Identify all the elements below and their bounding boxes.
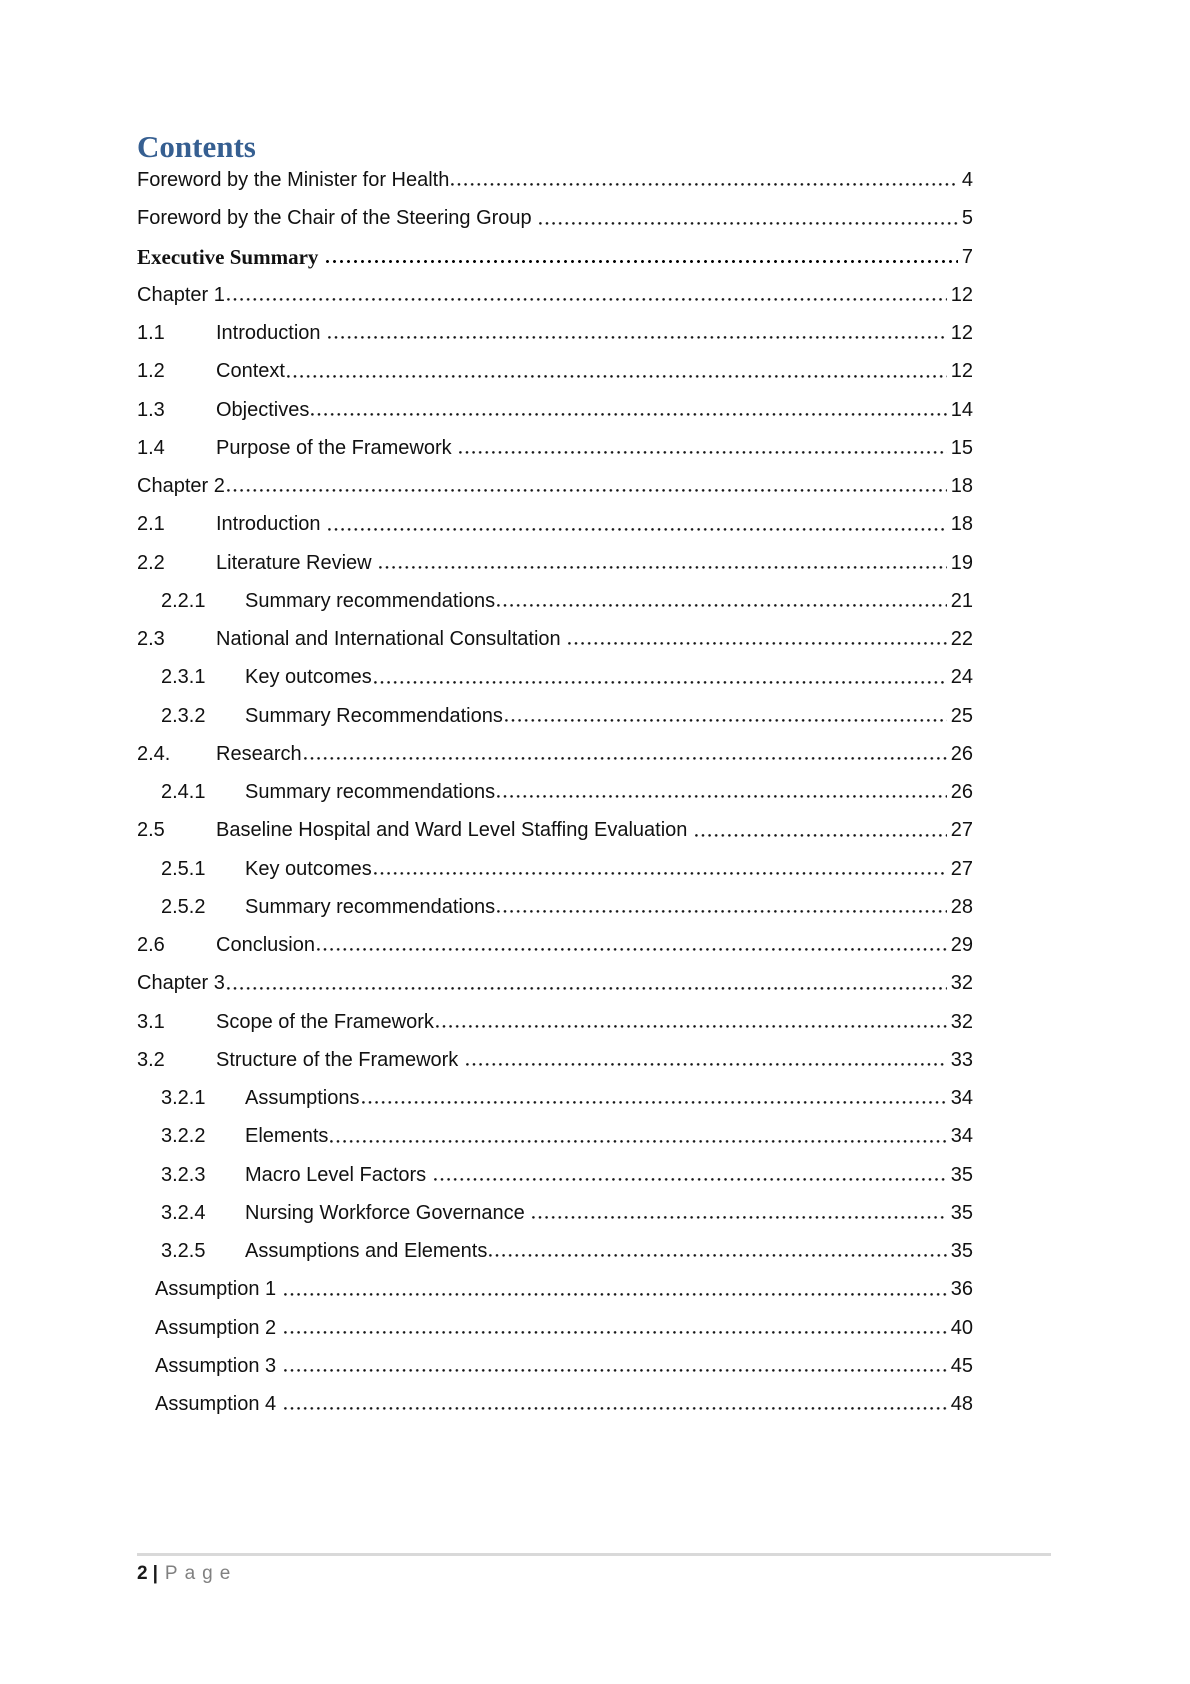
toc-entry-title: Foreword by the Chair of the Steering Group [137,207,538,230]
toc-list [137,161,973,1423]
dot-leader [287,375,947,378]
toc-entry-page: 26 [950,781,973,804]
dot-leader [489,1254,946,1257]
toc-entry-title: Literature Review [216,551,378,574]
toc-entry[interactable] [137,544,973,582]
toc-entry[interactable] [137,1347,973,1385]
toc-entry-number: 2.3.1 [161,666,206,689]
toc-entry-number: 2.3 [137,628,165,651]
toc-entry-page: 34 [950,1125,973,1148]
toc-entry[interactable] [137,1156,973,1194]
toc-entry-number: 1.1 [137,322,165,345]
dot-leader [497,795,947,798]
dot-leader [451,183,958,186]
toc-entry[interactable] [137,697,973,735]
toc-entry-page: 24 [950,666,973,689]
toc-entry-page: 25 [950,704,973,727]
dot-leader [459,451,947,454]
toc-entry-number: 1.4 [137,436,165,459]
toc-entry-page: 14 [950,398,973,421]
toc-entry-page: 15 [950,436,973,459]
toc-entry-title: Assumption 1 [155,1278,282,1301]
toc-entry-page: 45 [950,1354,973,1377]
toc-entry-page: 22 [950,628,973,651]
toc-entry-title: Purpose of the Framework [216,436,458,459]
toc-entry-page: 21 [950,589,973,612]
toc-entry-page: 35 [950,1240,973,1263]
toc-entry-title: Executive Summary [137,244,324,269]
toc-entry-page: 18 [950,475,973,498]
toc-entry[interactable] [137,811,973,849]
toc-entry-page: 4 [961,169,973,192]
dot-leader [227,489,947,492]
toc-entry-title: Objectives [216,398,310,421]
toc-entry[interactable] [137,505,973,543]
toc-entry-number: 2.5 [137,819,165,842]
dot-leader [311,413,946,416]
toc-entry-page: 48 [950,1393,973,1416]
toc-entry-title: Summary Recommendations [245,704,503,727]
toc-entry-number: 1.2 [137,360,165,383]
toc-entry[interactable] [137,926,973,964]
toc-entry-number: 2.5.1 [161,857,206,880]
dot-leader [505,719,947,722]
dot-leader [326,260,958,263]
dot-leader [330,1140,946,1143]
dot-leader [466,1063,947,1066]
page-footer [137,1562,237,1586]
toc-entry-title: Summary recommendations [245,895,496,918]
toc-entry-page: 32 [950,1010,973,1033]
toc-entry[interactable] [137,850,973,888]
dot-leader [497,910,947,913]
dot-leader [532,1216,946,1219]
dot-leader [284,1293,947,1296]
toc-entry-title: Structure of the Framework [216,1048,464,1071]
dot-leader [304,757,947,760]
toc-entry[interactable] [137,773,973,811]
dot-leader [379,566,947,569]
toc-entry-page: 27 [950,819,973,842]
toc-entry-number: 2.4. [137,742,171,765]
toc-entry-title: Baseline Hospital and Ward Level Staffing Evaluation [216,819,693,842]
toc-entry[interactable] [137,658,973,696]
toc-entry[interactable] [137,1003,973,1041]
toc-entry-title: Foreword by the Minister for Health [137,169,450,192]
toc-entry-page: 35 [950,1163,973,1186]
toc-entry-number: 3.2 [137,1048,165,1071]
toc-entry[interactable] [137,1270,973,1308]
toc-entry-page: 12 [950,360,973,383]
toc-entry[interactable] [137,1309,973,1347]
footer-page-number: 2 [137,1563,148,1584]
toc-entry-number: 1.3 [137,398,165,421]
dot-leader [362,1101,947,1104]
toc-entry-page: 12 [950,283,973,306]
toc-entry-page: 18 [950,513,973,536]
toc-entry-number: 2.5.2 [161,895,206,918]
toc-entry-title: Research [216,742,302,765]
toc-entry-number: 3.2.1 [161,1087,206,1110]
toc-entry-title: Key outcomes [245,666,372,689]
footer-page-label: Page [164,1563,238,1584]
toc-entry[interactable] [137,199,973,237]
toc-entry[interactable] [137,238,973,276]
toc-entry-number: 3.2.3 [161,1163,206,1186]
dot-leader [695,834,947,837]
toc-entry-title: Introduction [216,322,327,345]
toc-entry-page: 7 [961,245,973,268]
toc-entry[interactable] [137,964,973,1002]
toc-entry-title: Assumptions and Elements [245,1240,488,1263]
toc-entry[interactable] [137,620,973,658]
dot-leader [317,948,947,951]
toc-entry-title: Assumptions [245,1087,360,1110]
toc-entry-title: Nursing Workforce Governance [245,1201,531,1224]
toc-entry[interactable] [137,467,973,505]
dot-leader [284,1331,947,1334]
toc-entry-page: 36 [950,1278,973,1301]
toc-entry-page: 29 [950,934,973,957]
toc-entry-title: Summary recommendations [245,781,496,804]
toc-entry-title: Chapter 2 [137,475,225,498]
toc-entry-title: Macro Level Factors [245,1163,432,1186]
toc-entry-title: Scope of the Framework [216,1010,434,1033]
toc-entry[interactable] [137,314,973,352]
toc-entry[interactable] [137,1232,973,1270]
dot-leader [374,872,947,875]
dot-leader [436,1025,947,1028]
toc-entry[interactable] [137,1194,973,1232]
footer-separator: | [152,1563,158,1584]
toc-entry-page: 12 [950,322,973,345]
toc-entry-number: 3.2.4 [161,1201,206,1224]
toc-entry-page: 28 [950,895,973,918]
toc-entry[interactable] [137,735,973,773]
toc-entry-page: 34 [950,1087,973,1110]
toc-entry-number: 2.3.2 [161,704,206,727]
dot-leader [497,604,947,607]
toc-entry-title: Summary recommendations [245,589,496,612]
dot-leader [284,1369,947,1372]
toc-entry[interactable] [137,391,973,429]
toc-entry[interactable] [137,1385,973,1423]
toc-entry-number: 3.1 [137,1010,165,1033]
dot-leader [374,681,947,684]
toc-entry-page: 26 [950,742,973,765]
dot-leader [539,222,958,225]
toc-entry-page: 40 [950,1316,973,1339]
toc-entry[interactable] [137,888,973,926]
toc-entry-page: 32 [950,972,973,995]
toc-entry-title: Assumption 3 [155,1354,282,1377]
dot-leader [568,642,947,645]
toc-entry[interactable] [137,1041,973,1079]
toc-entry-page: 5 [961,207,973,230]
toc-entry-title: Context [216,360,285,383]
toc-entry[interactable] [137,429,973,467]
toc-entry-number: 2.6 [137,934,165,957]
toc-entry[interactable] [137,1117,973,1155]
toc-entry-title: Key outcomes [245,857,372,880]
dot-leader [227,987,947,990]
toc-entry-title: Conclusion [216,934,315,957]
toc-entry-page: 35 [950,1201,973,1224]
toc-entry-title: Assumption 4 [155,1393,282,1416]
dot-leader [227,298,947,301]
toc-entry[interactable] [137,276,973,314]
toc-entry-page: 19 [950,551,973,574]
toc-entry-number: 3.2.5 [161,1240,206,1263]
dot-leader [434,1178,947,1181]
toc-entry-title: National and International Consultation [216,628,567,651]
toc-entry-number: 2.2.1 [161,589,206,612]
toc-entry[interactable] [137,582,973,620]
dot-leader [328,528,947,531]
toc-entry-page: 33 [950,1048,973,1071]
footer-divider [137,1553,1051,1556]
toc-entry[interactable] [137,1079,973,1117]
toc-entry[interactable] [137,352,973,390]
toc-entry-number: 3.2.2 [161,1125,206,1148]
dot-leader [284,1407,947,1410]
toc-entry-number: 2.4.1 [161,781,206,804]
toc-entry-number: 2.2 [137,551,165,574]
page-title: Contents [137,129,256,164]
toc-entry-title: Elements [245,1125,329,1148]
toc-entry-number: 2.1 [137,513,165,536]
toc-entry-title: Assumption 2 [155,1316,282,1339]
toc-entry[interactable] [137,161,973,199]
toc-entry-page: 27 [950,857,973,880]
toc-entry-title: Chapter 3 [137,972,225,995]
toc-entry-title: Introduction [216,513,327,536]
dot-leader [328,336,947,339]
toc-entry-title: Chapter 1 [137,283,225,306]
